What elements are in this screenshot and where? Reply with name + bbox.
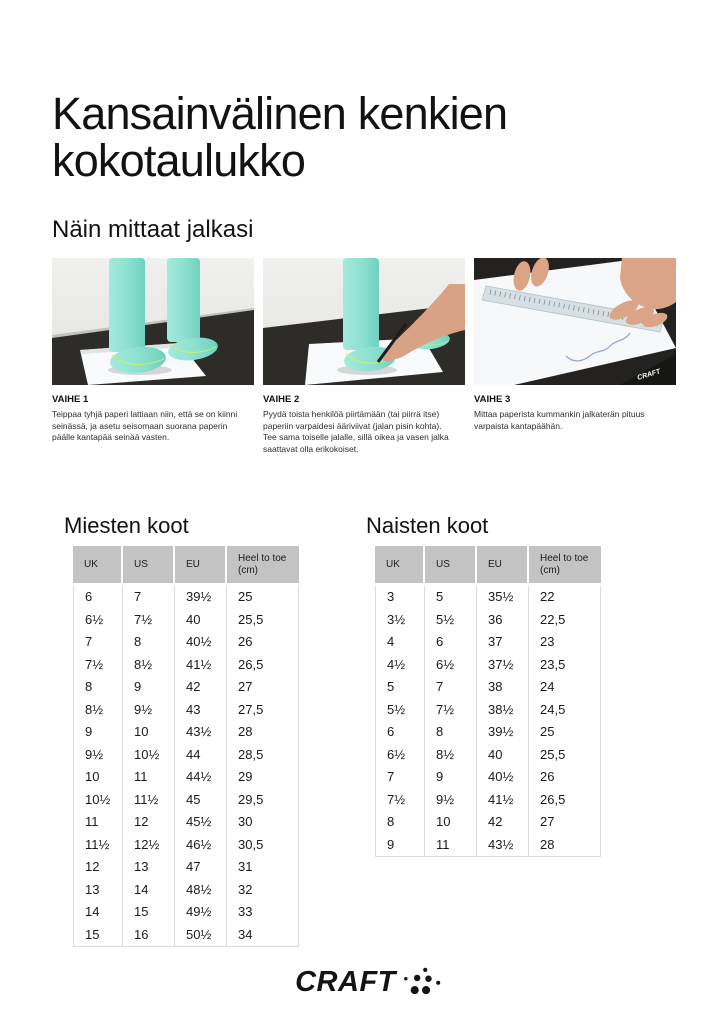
size-cell: 43½ [175, 721, 227, 744]
size-cell: 9 [425, 766, 477, 789]
size-cell: 25,5 [529, 744, 601, 767]
table-header-row [73, 546, 299, 586]
size-cell: 27 [227, 676, 299, 699]
size-cell: 39½ [175, 586, 227, 609]
size-cell: 42 [175, 676, 227, 699]
table-row [73, 721, 299, 744]
size-cell: 14 [73, 901, 123, 924]
table-row [73, 766, 299, 789]
table-row [73, 631, 299, 654]
size-cell: 13 [123, 856, 175, 879]
size-cell: 27 [529, 811, 601, 834]
size-cell: 45½ [175, 811, 227, 834]
size-cell: 28,5 [227, 744, 299, 767]
size-cell: 6 [375, 721, 425, 744]
size-cell: 10½ [73, 789, 123, 812]
size-cell: 30 [227, 811, 299, 834]
size-cell: 3 [375, 586, 425, 609]
column-header: US [425, 546, 477, 586]
table-row [73, 834, 299, 857]
size-cell: 7½ [123, 609, 175, 632]
womens-size-table [375, 546, 601, 857]
size-cell: 4½ [375, 654, 425, 677]
table-row [73, 901, 299, 924]
size-cell: 5 [425, 586, 477, 609]
size-cell: 10 [123, 721, 175, 744]
size-cell: 26,5 [529, 789, 601, 812]
size-cell: 25 [529, 721, 601, 744]
size-cell: 9 [73, 721, 123, 744]
size-cell: 28 [227, 721, 299, 744]
size-cell: 38 [477, 676, 529, 699]
table-row [73, 654, 299, 677]
size-cell: 42 [477, 811, 529, 834]
size-cell: 40 [477, 744, 529, 767]
size-cell: 30,5 [227, 834, 299, 857]
size-cell: 15 [73, 924, 123, 948]
size-cell: 11½ [73, 834, 123, 857]
size-cell: 10½ [123, 744, 175, 767]
size-cell: 7 [375, 766, 425, 789]
size-cell: 12½ [123, 834, 175, 857]
size-cell: 49½ [175, 901, 227, 924]
step2-photo-tracing-foot [263, 258, 465, 385]
size-cell: 41½ [477, 789, 529, 812]
table-row [73, 924, 299, 948]
step1-label: VAIHE 1 [52, 394, 89, 405]
size-cell: 8 [123, 631, 175, 654]
size-cell: 6½ [425, 654, 477, 677]
column-header: EU [477, 546, 529, 586]
table-row [375, 811, 601, 834]
size-cell: 23 [529, 631, 601, 654]
mens-sizes-title: Miesten koot [64, 513, 189, 538]
size-cell: 8½ [123, 654, 175, 677]
table-row [73, 744, 299, 767]
size-cell: 29 [227, 766, 299, 789]
mens-size-table [73, 546, 299, 947]
column-header: EU [175, 546, 227, 586]
size-cell: 35½ [477, 586, 529, 609]
table-row [73, 811, 299, 834]
size-cell: 9½ [425, 789, 477, 812]
ruler-measuring-illustration [474, 258, 676, 385]
table-row [73, 879, 299, 902]
step1-text: Teippaa tyhjä paperi lattiaan niin, että se on kiinni seinässä, ja asetu seisomaan suorana paperin päälle kantapää seinää vasten. [52, 409, 238, 442]
size-cell: 45 [175, 789, 227, 812]
size-cell: 7 [123, 586, 175, 609]
column-header: Heel to toe (cm) [227, 546, 299, 586]
size-cell: 44 [175, 744, 227, 767]
size-cell: 9½ [123, 699, 175, 722]
size-cell: 7 [425, 676, 477, 699]
size-cell: 26 [227, 631, 299, 654]
size-cell: 33 [227, 901, 299, 924]
size-cell: 11 [123, 766, 175, 789]
size-cell: 16 [123, 924, 175, 948]
size-cell: 27,5 [227, 699, 299, 722]
size-cell: 31 [227, 856, 299, 879]
craft-dots-icon [403, 965, 441, 999]
size-cell: 24 [529, 676, 601, 699]
womens-sizes-column [366, 514, 668, 947]
mens-sizes-column [64, 514, 366, 947]
step2-label: VAIHE 2 [263, 394, 300, 405]
size-cell: 47 [175, 856, 227, 879]
size-cell: 5½ [375, 699, 425, 722]
table-row [73, 856, 299, 879]
size-cell: 10 [425, 811, 477, 834]
size-tables-section [64, 514, 684, 947]
size-cell: 40 [175, 609, 227, 632]
table-row [375, 766, 601, 789]
craft-logo-text: CRAFT [295, 965, 396, 998]
table-row [73, 789, 299, 812]
size-cell: 4 [375, 631, 425, 654]
table-row [375, 586, 601, 609]
table-header-row [375, 546, 601, 586]
size-cell: 37 [477, 631, 529, 654]
column-header: UK [375, 546, 425, 586]
instruction-captions [52, 394, 684, 455]
size-cell: 9 [375, 834, 425, 858]
size-cell: 25 [227, 586, 299, 609]
page-title: Kansainvälinen kenkien kokotaulukko [52, 88, 508, 186]
size-cell: 7 [73, 631, 123, 654]
column-header: Heel to toe (cm) [529, 546, 601, 586]
size-cell: 11 [73, 811, 123, 834]
table-row [375, 654, 601, 677]
step3-text: Mittaa paperista kummankin jalkaterän pituus varpaista kantapäähän. [474, 409, 645, 431]
step2-text: Pyydä toista henkilöä piirtämään (tai piirrä itse) paperiin varpaidesi ääriviivat (jalan pisin kohta). Tee sama toiselle jalalle, sillä oikea ja vasen jalka saattavat olla erikokoiset. [263, 409, 449, 454]
size-cell: 40½ [175, 631, 227, 654]
size-cell: 11½ [123, 789, 175, 812]
size-cell: 50½ [175, 924, 227, 948]
table-row [73, 676, 299, 699]
step3-caption [474, 394, 676, 455]
table-row [73, 586, 299, 609]
table-row [375, 721, 601, 744]
size-cell: 5½ [425, 609, 477, 632]
size-cell: 32 [227, 879, 299, 902]
size-cell: 14 [123, 879, 175, 902]
size-cell: 6½ [375, 744, 425, 767]
size-cell: 29,5 [227, 789, 299, 812]
table-row [375, 609, 601, 632]
size-cell: 38½ [477, 699, 529, 722]
size-cell: 41½ [175, 654, 227, 677]
size-cell: 8½ [73, 699, 123, 722]
size-cell: 15 [123, 901, 175, 924]
size-cell: 10 [73, 766, 123, 789]
size-cell: 3½ [375, 609, 425, 632]
step3-label: VAIHE 3 [474, 394, 511, 405]
column-header: UK [73, 546, 123, 586]
instruction-photos [52, 258, 684, 385]
size-cell: 22 [529, 586, 601, 609]
size-cell: 39½ [477, 721, 529, 744]
feet-on-paper-illustration [52, 258, 254, 385]
size-cell: 43 [175, 699, 227, 722]
size-cell: 13 [73, 879, 123, 902]
column-header: US [123, 546, 175, 586]
size-cell: 43½ [477, 834, 529, 858]
size-cell: 9 [123, 676, 175, 699]
size-cell: 7½ [73, 654, 123, 677]
table-row [375, 631, 601, 654]
size-cell: 12 [73, 856, 123, 879]
table-row [375, 676, 601, 699]
size-cell: 12 [123, 811, 175, 834]
table-row [73, 699, 299, 722]
step2-caption [263, 394, 465, 455]
size-cell: 6½ [73, 609, 123, 632]
measure-subtitle: Näin mittaat jalkasi [52, 216, 254, 243]
size-cell: 26,5 [227, 654, 299, 677]
size-cell: 34 [227, 924, 299, 948]
size-cell: 7½ [425, 699, 477, 722]
table-row [375, 789, 601, 812]
size-cell: 8 [375, 811, 425, 834]
table-row [375, 834, 601, 858]
size-cell: 5 [375, 676, 425, 699]
craft-watermark-text: CRAFT [636, 368, 662, 382]
table-row [375, 744, 601, 767]
size-cell: 7½ [375, 789, 425, 812]
size-cell: 44½ [175, 766, 227, 789]
size-cell: 37½ [477, 654, 529, 677]
size-cell: 28 [529, 834, 601, 858]
size-cell: 6 [425, 631, 477, 654]
size-cell: 8 [73, 676, 123, 699]
size-cell: 25,5 [227, 609, 299, 632]
size-cell: 11 [425, 834, 477, 858]
tracing-foot-illustration [263, 258, 465, 385]
step1-caption [52, 394, 254, 455]
step1-photo-feet-against-wall [52, 258, 254, 385]
size-cell: 22,5 [529, 609, 601, 632]
size-cell: 26 [529, 766, 601, 789]
step3-photo-measuring-with-ruler [474, 258, 676, 385]
size-cell: 8 [425, 721, 477, 744]
size-cell: 40½ [477, 766, 529, 789]
table-row [375, 699, 601, 722]
size-cell: 46½ [175, 834, 227, 857]
size-cell: 9½ [73, 744, 123, 767]
size-cell: 24,5 [529, 699, 601, 722]
size-cell: 23,5 [529, 654, 601, 677]
size-cell: 8½ [425, 744, 477, 767]
table-row [73, 609, 299, 632]
size-cell: 36 [477, 609, 529, 632]
size-cell: 48½ [175, 879, 227, 902]
womens-sizes-title: Naisten koot [366, 513, 489, 538]
size-cell: 6 [73, 586, 123, 609]
craft-logo [52, 965, 684, 999]
